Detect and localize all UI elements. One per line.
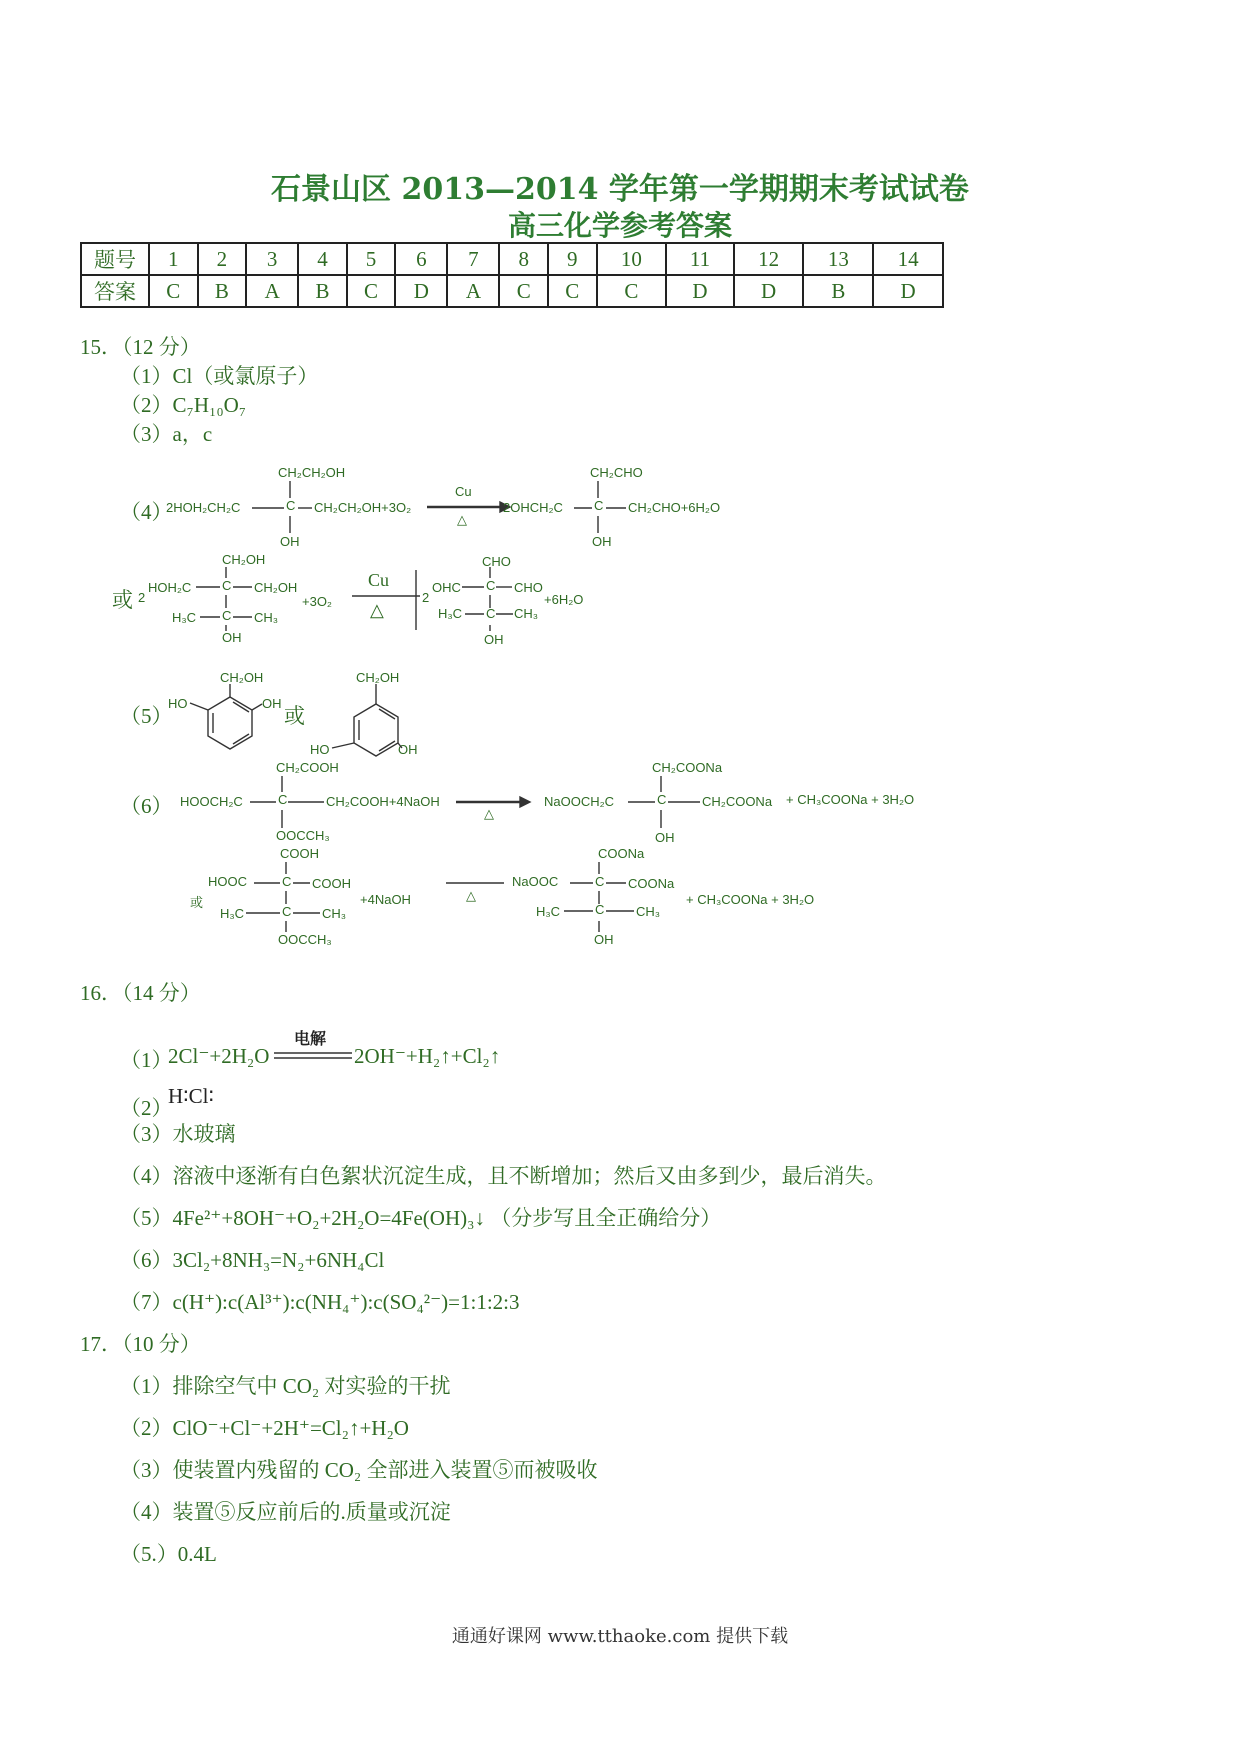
- q15-4-label: （4）: [120, 500, 173, 524]
- q15-6-product-left: NaOOCH₂C: [544, 794, 615, 809]
- q15-4b-o2: +3O₂: [302, 594, 332, 609]
- q15-6b-right: COOH: [312, 876, 351, 891]
- heat-icon: △: [484, 806, 494, 821]
- q15-4b-catalyst: Cu: [368, 570, 390, 590]
- q15-4-catalyst: Cu: [455, 484, 472, 499]
- q16-answer-4: （4）溶液中逐渐有白色絮状沉淀生成，且不断增加；然后又由多到少，最后消失。: [120, 1164, 887, 1188]
- q15-4b-p-water: +6H₂O: [544, 592, 584, 607]
- q15-6b-top: COOH: [280, 846, 319, 861]
- q15-4-reactant-left: 2HOH₂CH₂C: [166, 500, 241, 515]
- question-number-cell: 2: [198, 243, 247, 275]
- q15-4b-p-me-right: CH₃: [514, 606, 539, 621]
- q15-6-product-extra: + CH₃COONa + 3H₂O: [786, 792, 915, 807]
- q15-4b-p-right: CHO: [514, 580, 543, 595]
- q17-heading: 17．（10 分）: [80, 1332, 201, 1356]
- answer-cell: D: [734, 275, 804, 307]
- q16-2-label: （2）: [120, 1096, 173, 1120]
- q15-4b-p-c1: C: [486, 578, 496, 593]
- question-number-cell: 7: [447, 243, 499, 275]
- answer-cell: B: [803, 275, 873, 307]
- q15-6-product-bottom: OH: [655, 830, 675, 845]
- q15-6-right: CH₂COOH+4NaOH: [326, 794, 440, 809]
- q15-4b-oh: OH: [222, 630, 242, 645]
- answer-cell: B: [298, 275, 347, 307]
- q15-4-reactant-right: CH₂CH₂OH+3O₂: [314, 500, 412, 515]
- q16-answer-6: （6）3Cl₂+8NH₃=N₂+6NH₄Cl: [120, 1248, 385, 1272]
- q15-4b-c1: C: [222, 578, 232, 593]
- question-number-cell: 8: [499, 243, 548, 275]
- q17-answer-5: （5.）0.4L: [120, 1542, 217, 1566]
- q15-4-reactant-bottom: OH: [280, 534, 300, 549]
- q15-6b-c1: C: [282, 874, 292, 889]
- q17-answer-2: （2）ClO⁻+Cl⁻+2H⁺=Cl₂↑+H₂O: [120, 1416, 409, 1440]
- heat-icon: △: [466, 888, 476, 903]
- question-number-cell: 5: [347, 243, 396, 275]
- row-head-number: 题号: [81, 243, 149, 275]
- q16-answer-7: （7）c(H⁺):c(Al³⁺):c(NH₄⁺):c(SO₄²⁻)=1:1:2:3: [120, 1290, 520, 1314]
- q15-5-m1-top: CH₂OH: [220, 670, 264, 685]
- question-number-cell: 13: [803, 243, 873, 275]
- answer-cell: C: [499, 275, 548, 307]
- q15-6b-bottom: OOCCH₃: [278, 932, 332, 947]
- q15-4b-p-me-left: H₃C: [438, 606, 463, 621]
- q15-6b-p-right: COONa: [628, 876, 675, 891]
- q16-1-left: 2Cl⁻+2H₂O: [168, 1044, 270, 1068]
- q15-6-bottom: OOCCH₃: [276, 828, 330, 843]
- answer-cell: A: [246, 275, 298, 307]
- q15-4-or: 或: [112, 588, 133, 612]
- q15-6b-p-me-right: CH₃: [636, 904, 661, 919]
- q16-1-right: 2OH⁻+H₂↑+Cl₂↑: [354, 1044, 501, 1068]
- question-number-cell: 10: [597, 243, 667, 275]
- q17-answer-3: （3）使装置内残留的 CO₂ 全部进入装置⑤而被吸收: [120, 1458, 598, 1482]
- q15-4b-p-oh: OH: [484, 632, 504, 647]
- q15-4-product-top: CH₂CHO: [590, 465, 643, 480]
- q15-6b-p-me-left: H₃C: [536, 904, 561, 919]
- q15-answer-1: （1）Cl（或氯原子）: [120, 364, 319, 388]
- q15-6-product-top: CH₂COONa: [652, 760, 723, 775]
- answer-cell: D: [666, 275, 733, 307]
- q15-5-m2-top: CH₂OH: [356, 670, 400, 685]
- question-number-cell: 1: [149, 243, 198, 275]
- q15-4-product-bottom: OH: [592, 534, 612, 549]
- question-number-cell: 9: [548, 243, 597, 275]
- equals-arrow-icon: [0, 0, 1, 1]
- q15-6-product-right: CH₂COONa: [702, 794, 773, 809]
- q15-6b-p-c2: C: [595, 902, 605, 917]
- q15-4b-coef: 2: [138, 590, 146, 605]
- q16-answer-5: （5）4Fe²⁺+8OH⁻+O₂+2H₂O=4Fe(OH)₃↓ （分步写且全正确给分）: [120, 1206, 722, 1230]
- q15-4b-p-left: OHC: [432, 580, 461, 595]
- q15-5-m1-right: OH: [262, 696, 282, 711]
- q15-6b-left: HOOC: [208, 874, 247, 889]
- q15-5-m2-right: OH: [398, 742, 418, 757]
- q15-6b-p-top: COONa: [598, 846, 645, 861]
- number-row: [81, 243, 943, 275]
- page-title: 石景山区 2013—2014 学年第一学期期末考试试卷: [271, 172, 969, 207]
- answer-cell: D: [395, 275, 447, 307]
- q16-answer-3: （3）水玻璃: [120, 1122, 236, 1146]
- q15-6-top: CH₂COOH: [276, 760, 339, 775]
- footer-source: 通通好课网 www.tthaoke.com 提供下载: [451, 1626, 789, 1647]
- question-number-cell: 4: [298, 243, 347, 275]
- q15-5-label: （5）: [120, 704, 173, 728]
- q15-answer-3: （3）a，c: [120, 422, 213, 446]
- answer-cell: C: [347, 275, 396, 307]
- question-number-cell: 14: [873, 243, 943, 275]
- heat-icon: △: [457, 512, 467, 527]
- q16-2-electron-formula: H∶Cl∶: [168, 1084, 214, 1108]
- q15-6b-me-left: H₃C: [220, 906, 245, 921]
- q15-6-or: 或: [190, 895, 204, 910]
- q17-answer-1: （1）排除空气中 CO₂ 对实验的干扰: [120, 1374, 451, 1398]
- q15-4b-c2: C: [222, 608, 232, 623]
- q15-4b-right: CH₂OH: [254, 580, 298, 595]
- q16-1-label: （1）: [120, 1048, 173, 1072]
- question-number-cell: 11: [666, 243, 733, 275]
- q15-6b-naoh: +4NaOH: [360, 892, 411, 907]
- q15-4-product-left: 2OHCH₂C: [503, 500, 563, 515]
- answer-cell: B: [198, 275, 247, 307]
- answer-cell: C: [548, 275, 597, 307]
- row-head-answer: 答案: [81, 275, 149, 307]
- q15-heading: 15．（12 分）: [80, 335, 201, 359]
- answer-cell: C: [597, 275, 667, 307]
- page-subtitle: 高三化学参考答案: [507, 209, 732, 242]
- question-number-cell: 3: [246, 243, 298, 275]
- question-number-cell: 6: [395, 243, 447, 275]
- q15-6b-c2: C: [282, 904, 292, 919]
- q15-6-left: HOOCH₂C: [180, 794, 243, 809]
- q15-6-center: C: [278, 792, 288, 807]
- q16-1-condition: 电解: [294, 1031, 327, 1048]
- q15-4b-p-c2: C: [486, 606, 496, 621]
- q15-6b-me-right: CH₃: [322, 906, 347, 921]
- q15-6b-p-left: NaOOC: [512, 874, 559, 889]
- q15-6b-p-bottom: OH: [594, 932, 614, 947]
- q15-4b-coef2: 2: [422, 590, 430, 605]
- answer-cell: A: [447, 275, 499, 307]
- q15-4-product-center: C: [594, 498, 604, 513]
- q15-5-m2-left: HO: [310, 742, 330, 757]
- q15-answer-2: （2）C₇H₁₀O₇: [120, 393, 247, 417]
- q15-5-or: 或: [284, 704, 305, 728]
- q15-4-reactant-top: CH₂CH₂OH: [278, 465, 346, 480]
- answer-row: [81, 275, 943, 307]
- question-number-cell: 12: [734, 243, 804, 275]
- q15-4b-me-right: CH₃: [254, 610, 279, 625]
- q15-4-reactant-center: C: [286, 498, 296, 513]
- q15-4b-left: HOH₂C: [148, 580, 192, 595]
- q17-answer-4: （4）装置⑤反应前后的.质量或沉淀: [120, 1500, 451, 1524]
- q15-6b-p-c1: C: [595, 874, 605, 889]
- q15-6-label: （6）: [120, 794, 173, 818]
- answer-cell: D: [873, 275, 943, 307]
- q15-6b-p-extra: + CH₃COONa + 3H₂O: [686, 892, 815, 907]
- answer-table: [80, 242, 944, 308]
- q16-heading: 16．（14 分）: [80, 981, 201, 1005]
- answer-cell: C: [149, 275, 198, 307]
- heat-icon: △: [370, 600, 384, 620]
- q15-4b-top: CH₂OH: [222, 552, 266, 567]
- q15-4b-me-left: H₃C: [172, 610, 197, 625]
- q15-4-product-right: CH₂CHO+6H₂O: [628, 500, 721, 515]
- q15-5-m1-left: HO: [168, 696, 188, 711]
- q15-4b-p-top: CHO: [482, 554, 511, 569]
- q15-6-product-center: C: [657, 792, 667, 807]
